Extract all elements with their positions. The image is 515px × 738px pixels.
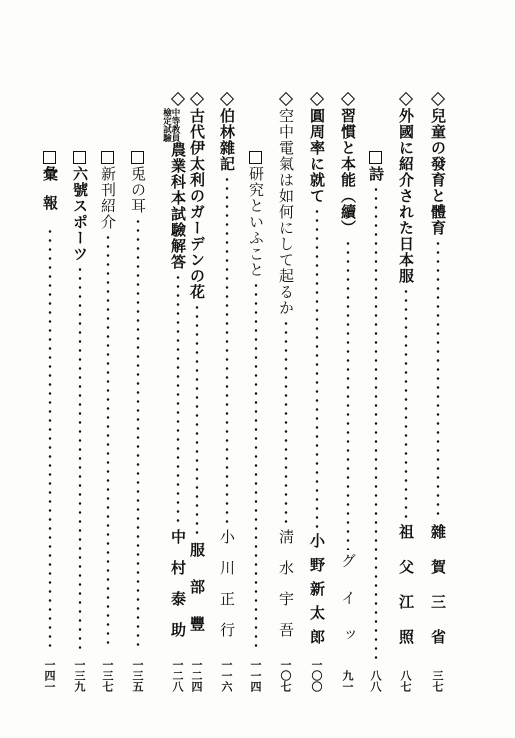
leader-dots bbox=[254, 281, 258, 650]
entry-page: 一〇七 bbox=[279, 659, 292, 692]
entry-page: 一一四 bbox=[249, 659, 262, 692]
leader-dots bbox=[136, 217, 140, 650]
leader-dots bbox=[315, 207, 319, 530]
entry-title: 研究といふこと bbox=[247, 166, 265, 278]
entry-page: 九一 bbox=[341, 670, 354, 692]
toc-entry bbox=[100, 150, 115, 692]
entry-title: 空中電氣は如何にして起るか bbox=[277, 108, 295, 316]
entry-page: 三七 bbox=[431, 670, 444, 692]
entry-page: 一三五 bbox=[131, 659, 144, 692]
entry-title: 詩 bbox=[367, 166, 385, 182]
entry-title: 六號スポーツ bbox=[71, 166, 89, 262]
box-bullet-icon bbox=[43, 150, 57, 164]
entry-author: 服部豐 bbox=[188, 542, 206, 653]
toc-entry bbox=[189, 92, 204, 692]
entry-title: 彙報 bbox=[41, 166, 59, 224]
toc-entry bbox=[130, 150, 145, 692]
toc-entry bbox=[72, 150, 87, 692]
leader-dots bbox=[284, 319, 288, 526]
box-bullet-icon bbox=[369, 150, 383, 164]
toc-entry bbox=[309, 92, 324, 692]
diamond-bullet-icon bbox=[279, 92, 293, 106]
entry-author: 中村泰助 bbox=[169, 529, 187, 653]
entry-title: 圓周率に就て bbox=[308, 108, 326, 204]
title-prefix-bottom: 檢定試驗 bbox=[161, 108, 172, 142]
entry-author: 雜賀三省 bbox=[429, 524, 447, 664]
title-prefix bbox=[162, 108, 179, 142]
leader-dots bbox=[195, 303, 199, 539]
toc-entry bbox=[278, 92, 293, 692]
leader-dots bbox=[436, 239, 440, 521]
toc-entry bbox=[156, 92, 185, 692]
toc-entry bbox=[398, 92, 413, 692]
entry-page: 一〇〇 bbox=[310, 659, 323, 692]
leader-dots bbox=[48, 227, 52, 650]
entry-title: 農業科本試驗解答 bbox=[169, 142, 187, 270]
entry-page: 八七 bbox=[399, 670, 412, 692]
entry-title-group bbox=[162, 108, 179, 142]
entry-author: 小川正行 bbox=[218, 529, 236, 653]
entry-title: 習慣と本能（續） bbox=[339, 108, 357, 236]
leader-dots bbox=[176, 273, 180, 526]
entry-page: 八八 bbox=[369, 670, 382, 692]
diamond-bullet-icon bbox=[310, 92, 324, 106]
leader-dots bbox=[106, 233, 110, 650]
entry-page: 一一六 bbox=[220, 659, 233, 692]
diamond-bullet-icon bbox=[220, 92, 234, 106]
box-bullet-icon bbox=[101, 150, 115, 164]
entry-page: 一二八 bbox=[171, 659, 184, 692]
leader-dots bbox=[225, 175, 229, 526]
toc-entry bbox=[430, 92, 445, 692]
entry-page: 一四一 bbox=[43, 659, 56, 692]
entry-title: 古代伊太利のガーデンの花 bbox=[188, 108, 206, 300]
leader-dots bbox=[346, 239, 350, 550]
box-bullet-icon bbox=[131, 150, 145, 164]
diamond-bullet-icon bbox=[399, 92, 413, 106]
entry-author: 小野新太郎 bbox=[308, 533, 326, 653]
diamond-bullet-icon bbox=[341, 92, 355, 106]
toc-entry bbox=[42, 150, 57, 692]
entry-title: 伯林雜記 bbox=[218, 108, 236, 172]
entry-page: 一三七 bbox=[101, 659, 114, 692]
leader-dots bbox=[78, 265, 82, 650]
leader-dots bbox=[374, 185, 378, 661]
toc-entry bbox=[368, 150, 383, 692]
diamond-bullet-icon bbox=[431, 92, 445, 106]
entry-author: 淸水宇吾 bbox=[277, 529, 295, 653]
entry-page: 一三九 bbox=[73, 659, 86, 692]
diamond-bullet-icon bbox=[171, 92, 185, 106]
toc-entry bbox=[219, 92, 234, 692]
title-prefix-top: 中等教員 bbox=[170, 108, 180, 142]
entry-author: グイッ bbox=[339, 553, 357, 664]
toc-entry bbox=[248, 150, 263, 692]
leader-dots bbox=[404, 287, 408, 521]
entry-page: 一二四 bbox=[190, 659, 203, 692]
entry-title: 新刊紹介 bbox=[99, 166, 117, 230]
entry-title: 兒童の發育と體育 bbox=[429, 108, 447, 236]
box-bullet-icon bbox=[73, 150, 87, 164]
diamond-bullet-icon bbox=[190, 92, 204, 106]
entry-title: 外國に紹介された日本服 bbox=[397, 108, 415, 284]
toc-entry bbox=[340, 92, 355, 692]
box-bullet-icon bbox=[249, 150, 263, 164]
entry-title: 兎の耳 bbox=[129, 166, 147, 214]
entry-author: 祖父江照 bbox=[397, 524, 415, 664]
